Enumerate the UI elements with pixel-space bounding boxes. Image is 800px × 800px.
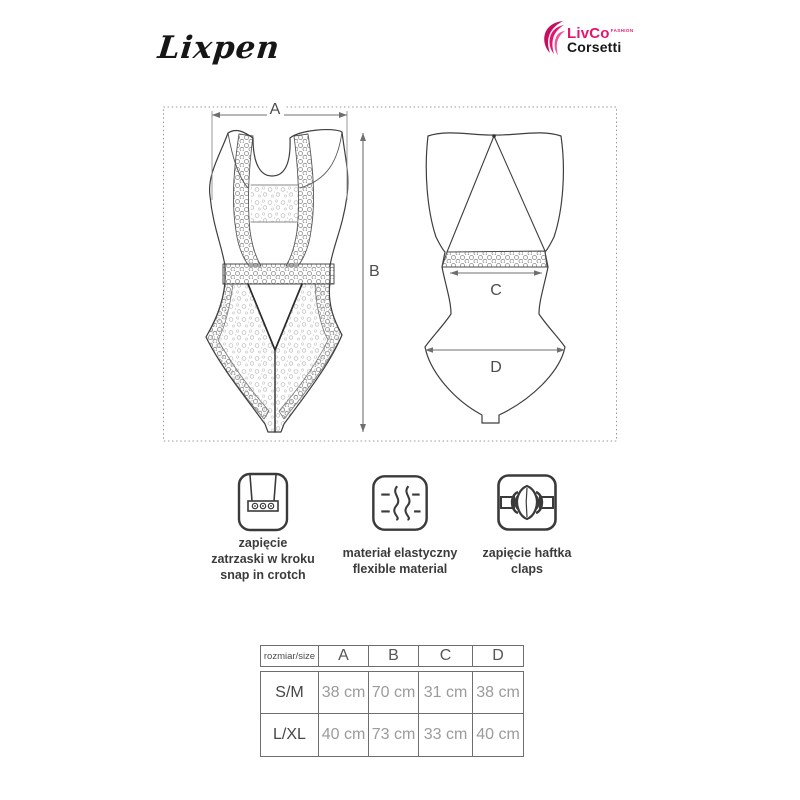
feature-caption-line: snap in crotch <box>220 568 306 582</box>
size-diagram <box>163 95 617 445</box>
dimension-d <box>425 347 565 376</box>
back-view-drawing <box>425 133 565 423</box>
snap-crotch-icon <box>237 472 289 532</box>
size-value: 33 cm <box>419 714 473 756</box>
feature-caption-line: zatrzaski w kroku <box>211 552 315 566</box>
brand-name-fashion: FASHION <box>610 28 634 33</box>
dimension-b <box>360 133 380 432</box>
clasp-icon <box>496 473 558 532</box>
front-view-drawing <box>206 130 348 432</box>
feature-caption-line: flexible material <box>352 562 448 576</box>
size-table-col-d: D <box>492 647 504 664</box>
size-table-body <box>260 671 524 757</box>
dimension-a-label: A <box>269 101 281 118</box>
size-value: 40 cm <box>476 726 520 743</box>
size-value: 38 cm <box>476 683 520 701</box>
feature-clasp <box>452 473 602 577</box>
size-value: 31 cm <box>419 672 473 713</box>
brand-name-livco: LivCo <box>567 25 610 42</box>
dimension-c <box>450 270 542 299</box>
table-row <box>261 714 523 756</box>
size-table-col-b: B <box>369 646 419 666</box>
size-label: S/M <box>261 672 319 713</box>
size-value: 70 cm <box>369 672 419 713</box>
size-value: 73 cm <box>369 714 419 756</box>
feature-caption-line: zapięcie haftka <box>482 546 572 560</box>
dimension-b-label: B <box>369 263 380 280</box>
size-value: 38 cm <box>319 672 369 713</box>
size-value: 40 cm <box>319 714 369 756</box>
size-table-header-row <box>260 645 524 667</box>
size-table-corner-label: rozmiar/size <box>261 646 319 666</box>
size-label: L/XL <box>261 714 319 756</box>
flexible-material-icon <box>371 474 429 532</box>
feature-caption-line: claps <box>511 562 543 576</box>
feature-caption-line: materiał elastyczny <box>342 546 458 560</box>
table-row <box>261 672 523 714</box>
brand-logo <box>541 20 633 60</box>
size-table <box>260 645 524 757</box>
size-table-col-c: C <box>419 646 473 666</box>
brand-swoosh-icon <box>541 20 565 60</box>
feature-caption-line: zapięcie <box>238 536 288 550</box>
feature-snap-in-crotch <box>188 472 338 583</box>
size-table-col-a: A <box>319 646 369 666</box>
dimension-d-label: D <box>490 359 502 376</box>
dimension-c-label: C <box>490 282 502 299</box>
product-title: Lixpen <box>156 30 282 66</box>
brand-name-corsetti: Corsetti <box>567 39 622 55</box>
brand-text <box>567 26 633 54</box>
